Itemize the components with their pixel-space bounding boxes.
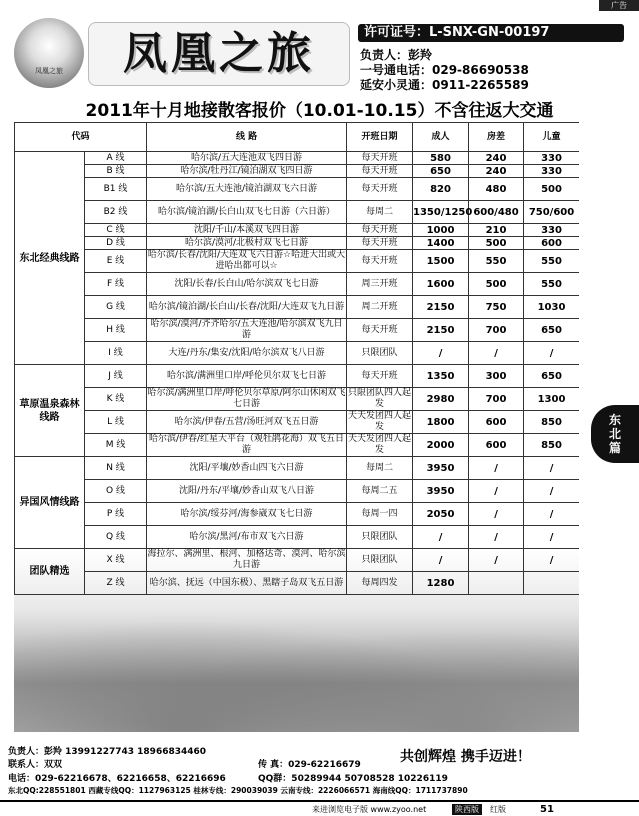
route-cell: 哈尔滨、抚远（中国东极）、黑瞎子岛双飞五日游 — [147, 572, 347, 595]
section-tab — [591, 405, 639, 463]
table-row — [15, 152, 580, 165]
slogan: 共创辉煌 携手迈进！ — [400, 749, 531, 765]
child-price-cell: / — [524, 526, 579, 549]
route-cell: 哈尔滨/满洲里口岸/呼伦贝尔草原/阿尔山休闲双飞七日游 — [147, 388, 346, 409]
date-cell: 每天开班 — [347, 250, 413, 273]
route-cell: 哈尔滨/漠河/北极村双飞七日游 — [147, 237, 347, 250]
line-code-cell: M 线 — [85, 434, 147, 457]
footer-manager: 负责人：彭羚 13991227743 18966834460 — [8, 747, 207, 757]
line-code-cell: I 线 — [85, 342, 147, 365]
room-diff-cell: / — [469, 480, 524, 503]
adult-price-cell: 2050 — [413, 503, 469, 526]
child-price-cell: 850 — [524, 434, 579, 457]
logo-text: 凤凰之旅 — [35, 67, 63, 75]
route-cell: 哈尔滨/伊春/五营/汤旺河双飞五日游 — [147, 411, 347, 434]
child-price-cell: 500 — [524, 178, 579, 201]
line-code-cell: P 线 — [85, 503, 147, 526]
price-table — [14, 122, 579, 595]
website-link[interactable]: 来进浏览电子版 www.zyoo.net — [312, 805, 427, 814]
child-price-cell: / — [524, 549, 579, 572]
date-cell: 天天发团四人起发 — [348, 411, 412, 432]
table-row — [15, 250, 580, 273]
line-code-cell: H 线 — [85, 319, 147, 342]
line-code-cell: E 线 — [85, 250, 147, 273]
header-room: 房差 — [469, 123, 524, 152]
room-diff-cell: / — [469, 526, 524, 549]
table-row — [15, 296, 580, 319]
header — [8, 10, 632, 92]
header-route: 线 路 — [147, 123, 347, 152]
page-title: 2011年十月地接散客报价（10.01-10.15）不含往返大交通 — [85, 101, 554, 121]
footer-phone: 电话：029-62216678、62216658、62216696 — [8, 774, 226, 784]
table-row — [15, 319, 580, 342]
room-diff-cell — [469, 572, 524, 595]
adult-price-cell: / — [413, 526, 469, 549]
room-diff-cell: 210 — [469, 224, 524, 237]
line-code-cell: B2 线 — [85, 201, 147, 224]
child-price-cell: 1030 — [524, 296, 579, 319]
date-cell: 每天开班 — [347, 224, 413, 237]
route-cell: 哈尔滨/黑河/布市双飞六日游 — [147, 526, 347, 549]
room-diff-cell: 700 — [469, 388, 524, 411]
child-price-cell: 650 — [524, 365, 579, 388]
date-cell: 天天发团四人起发 — [348, 434, 412, 455]
footer-dept-qq: 东北QQ:228551801 西藏专线QQ：1127963125 桂林专线：290039039 云南专线：2226066571 海南线QQ：1711737890 — [8, 786, 468, 795]
table-row — [15, 572, 580, 595]
child-price-cell — [524, 572, 579, 595]
room-diff-cell: / — [469, 503, 524, 526]
header-adult: 成人 — [413, 123, 469, 152]
hotline: 一号通电话：029-86690538 — [360, 63, 529, 77]
route-cell: 哈尔滨/五大连池/镜泊湖双飞六日游 — [147, 178, 347, 201]
adult-price-cell: 1500 — [413, 250, 469, 273]
adult-price-cell: 1350/1250 — [413, 201, 469, 224]
line-code-cell: L 线 — [85, 411, 147, 434]
route-cell: 哈尔滨/五大连池双飞四日游 — [147, 152, 347, 165]
route-cell: 沈阳/平壤/妙香山四飞六日游 — [147, 457, 347, 480]
header-code: 代码 — [15, 123, 147, 152]
room-diff-cell: 240 — [469, 165, 524, 178]
table-row — [15, 434, 580, 457]
child-price-cell: 750/600 — [524, 201, 579, 224]
line-code-cell: F 线 — [85, 273, 147, 296]
child-price-cell: / — [524, 503, 579, 526]
route-cell: 哈尔滨/镜泊湖/长白山/长春/沈阳/大连双飞九日游 — [147, 296, 347, 319]
table-row — [15, 388, 580, 411]
adult-price-cell: 3950 — [413, 480, 469, 503]
room-diff-cell: 600/480 — [469, 201, 524, 224]
line-code-cell: O 线 — [85, 480, 147, 503]
child-price-cell: 650 — [524, 319, 579, 342]
room-diff-cell: / — [469, 457, 524, 480]
route-cell: 哈尔滨/漠河/齐齐哈尔/五大连池/哈尔滨双飞九日游 — [147, 319, 347, 342]
child-price-cell: 600 — [524, 237, 579, 250]
route-cell: 沈阳/千山/本溪双飞四日游 — [147, 224, 347, 237]
date-cell: 每天开班 — [347, 237, 413, 250]
date-cell: 每周二五 — [347, 480, 413, 503]
table-row — [15, 237, 580, 250]
route-cell: 哈尔滨/牡丹江/镜泊湖双飞四日游 — [147, 165, 347, 178]
room-diff-cell: 700 — [469, 319, 524, 342]
line-code-cell: D 线 — [85, 237, 147, 250]
adult-price-cell: 1280 — [413, 572, 469, 595]
adult-price-cell: / — [413, 549, 469, 572]
date-cell: 每天开班 — [347, 152, 413, 165]
child-price-cell: 550 — [524, 250, 579, 273]
route-cell: 哈尔滨/满洲里口岸/呼伦贝尔双飞七日游 — [147, 365, 347, 388]
table-row — [15, 178, 580, 201]
line-code-cell: N 线 — [85, 457, 147, 480]
room-diff-cell: 500 — [469, 237, 524, 250]
edition-name: 红版 — [490, 805, 506, 814]
child-price-cell: 850 — [524, 411, 579, 434]
route-cell: 海拉尔、满洲里、根河、加格达奇、漠河、哈尔滨九日游 — [147, 549, 346, 570]
price-table-container — [14, 122, 579, 732]
table-row — [15, 273, 580, 296]
route-cell: 哈尔滨/绥芬河/海参崴双飞七日游 — [147, 503, 347, 526]
table-row — [15, 503, 580, 526]
date-cell: 每天开班 — [347, 165, 413, 178]
room-diff-cell: 500 — [469, 273, 524, 296]
adult-price-cell: 2000 — [413, 434, 469, 457]
header-date: 开班日期 — [347, 123, 413, 152]
table-row — [15, 480, 580, 503]
adult-price-cell: / — [413, 342, 469, 365]
table-header-row — [15, 123, 580, 152]
room-diff-cell: 600 — [469, 434, 524, 457]
header-child: 儿童 — [524, 123, 579, 152]
adult-price-cell: 1350 — [413, 365, 469, 388]
mountain-scenery-image — [14, 602, 579, 732]
room-diff-cell: 240 — [469, 152, 524, 165]
table-row — [15, 526, 580, 549]
adult-price-cell: 1400 — [413, 237, 469, 250]
child-price-cell: 550 — [524, 273, 579, 296]
adult-price-cell: 2150 — [413, 319, 469, 342]
date-cell: 只限团队四人起发 — [348, 388, 412, 409]
table-row — [15, 201, 580, 224]
line-code-cell: A 线 — [85, 152, 147, 165]
table-row — [15, 549, 580, 572]
route-cell: 沈阳/长春/长白山/哈尔滨双飞七日游 — [147, 273, 347, 296]
child-price-cell: 1300 — [524, 388, 579, 411]
date-cell: 只限团队 — [347, 342, 413, 365]
category-cell: 异国风情线路 — [15, 457, 85, 549]
page-number: 51 — [540, 804, 554, 815]
child-price-cell: 330 — [524, 165, 579, 178]
ad-tag: 广告 — [599, 0, 639, 11]
category-cell: 东北经典线路 — [15, 152, 85, 365]
adult-price-cell: 2980 — [413, 388, 469, 411]
adult-price-cell: 650 — [413, 165, 469, 178]
table-row — [15, 411, 580, 434]
child-price-cell: / — [524, 457, 579, 480]
room-diff-cell: / — [469, 549, 524, 572]
date-cell: 只限团队 — [347, 549, 413, 572]
line-code-cell: B 线 — [85, 165, 147, 178]
child-price-cell: 330 — [524, 152, 579, 165]
adult-price-cell: 2150 — [413, 296, 469, 319]
footer-contact: 联系人：双双 — [8, 760, 63, 770]
adult-price-cell: 1800 — [413, 411, 469, 434]
footer-fax: 传 真：029-62216679 — [258, 760, 361, 770]
phoenix-logo-icon — [14, 18, 84, 88]
footer-qq-group: QQ群：50289944 50708528 10226119 — [258, 774, 448, 784]
date-cell: 每天开班 — [347, 365, 413, 388]
date-cell: 周二开班 — [347, 296, 413, 319]
manager-name: 负责人：彭羚 — [360, 48, 433, 62]
room-diff-cell: 600 — [469, 411, 524, 434]
brand-title: 凤凰之旅 — [88, 22, 350, 86]
table-row — [15, 342, 580, 365]
child-price-cell: / — [524, 480, 579, 503]
adult-price-cell: 580 — [413, 152, 469, 165]
line-code-cell: C 线 — [85, 224, 147, 237]
room-diff-cell: 480 — [469, 178, 524, 201]
line-code-cell: X 线 — [85, 549, 147, 572]
adult-price-cell: 820 — [413, 178, 469, 201]
child-price-cell: / — [524, 342, 579, 365]
date-cell: 每周一四 — [347, 503, 413, 526]
date-cell: 每周二 — [347, 201, 413, 224]
route-cell: 沈阳/丹东/平壤/妙香山双飞八日游 — [147, 480, 347, 503]
edition-badge: 陕西版 — [452, 804, 482, 815]
route-cell: 哈尔滨/伊春/红星大平台（观牡鹃花海）双飞五日游 — [147, 434, 347, 457]
route-cell: 哈尔滨/长春/沈阳/大连双飞六日游☆哈进大出或大进哈出都可以☆ — [147, 250, 346, 271]
room-diff-cell: 750 — [469, 296, 524, 319]
table-row — [15, 365, 580, 388]
table-row — [15, 165, 580, 178]
date-cell: 每周二 — [347, 457, 413, 480]
route-cell: 哈尔滨/镜泊湖/长白山双飞七日游（六日游） — [147, 201, 347, 224]
date-cell: 每天开班 — [347, 319, 413, 342]
child-price-cell: 330 — [524, 224, 579, 237]
line-code-cell: B1 线 — [85, 178, 147, 201]
date-cell: 每周四发 — [347, 572, 413, 595]
room-diff-cell: 300 — [469, 365, 524, 388]
yanan-phone: 延安小灵通：0911-2265589 — [360, 78, 529, 92]
line-code-cell: Q 线 — [85, 526, 147, 549]
adult-price-cell: 1600 — [413, 273, 469, 296]
category-cell: 草原温泉森林线路 — [15, 365, 85, 457]
date-cell: 只限团队 — [347, 526, 413, 549]
line-code-cell: Z 线 — [85, 572, 147, 595]
license-number: 许可证号：L-SNX-GN-00197 — [358, 24, 624, 42]
adult-price-cell: 1000 — [413, 224, 469, 237]
table-row — [15, 457, 580, 480]
route-cell: 大连/丹东/集安/沈阳/哈尔滨双飞八日游 — [147, 342, 347, 365]
line-code-cell: K 线 — [85, 388, 147, 411]
room-diff-cell: 550 — [469, 250, 524, 273]
table-row — [15, 224, 580, 237]
line-code-cell: G 线 — [85, 296, 147, 319]
category-cell: 团队精选 — [15, 549, 85, 595]
room-diff-cell: / — [469, 342, 524, 365]
section-tab-label: 东北篇 — [608, 413, 621, 455]
adult-price-cell: 3950 — [413, 457, 469, 480]
date-cell: 每天开班 — [347, 178, 413, 201]
date-cell: 周三开班 — [347, 273, 413, 296]
line-code-cell: J 线 — [85, 365, 147, 388]
